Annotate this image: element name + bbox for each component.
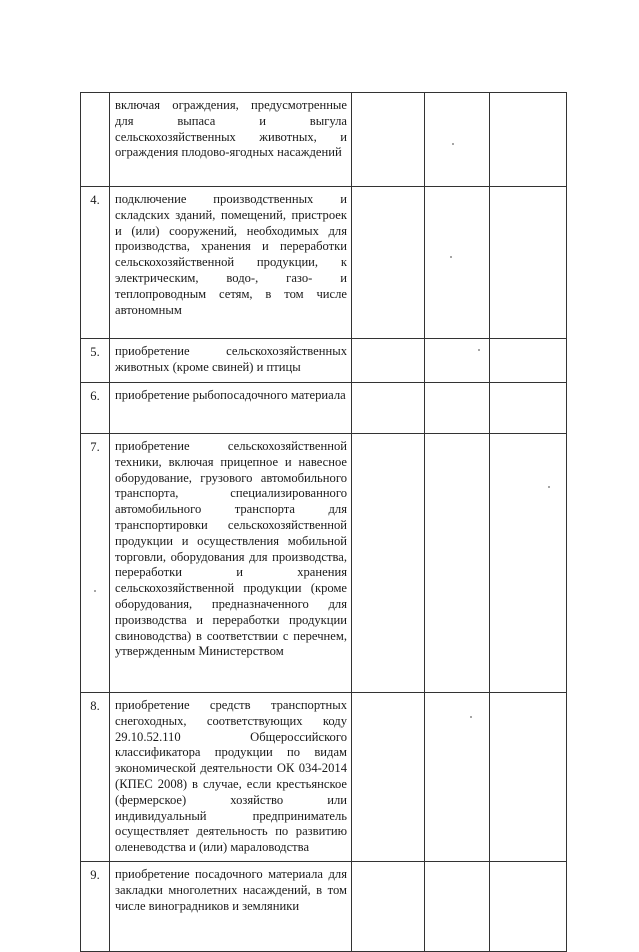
row-number <box>81 93 110 187</box>
empty-cell <box>425 693 490 862</box>
row-number: 9. <box>81 862 110 952</box>
empty-cell <box>352 339 425 383</box>
empty-cell <box>490 693 567 862</box>
empty-cell <box>490 93 567 187</box>
row-number: 8. <box>81 693 110 862</box>
empty-cell <box>490 187 567 339</box>
empty-cell <box>425 434 490 693</box>
empty-cell <box>352 187 425 339</box>
scan-speck <box>450 256 452 258</box>
empty-cell <box>490 339 567 383</box>
row-description: приобретение сельскохозяйственных животных (кроме свиней) и птицы <box>110 339 352 383</box>
row-description: приобретение посадочного материала для закладки многолетних насаждений, в том числе виноградников и земляники <box>110 862 352 952</box>
table-row <box>81 383 567 434</box>
empty-cell <box>352 434 425 693</box>
empty-cell <box>490 434 567 693</box>
row-number: 4. <box>81 187 110 339</box>
scan-speck <box>478 349 480 351</box>
row-number: 5. <box>81 339 110 383</box>
empty-cell <box>425 187 490 339</box>
scan-speck <box>470 716 472 718</box>
empty-cell <box>352 383 425 434</box>
empty-cell <box>352 93 425 187</box>
empty-cell <box>425 339 490 383</box>
row-description: приобретение средств транспортных снегоходных, соответствующих коду 29.10.52.110 Общероссийского классификатора продукции по видам экономической деятельности ОК 034-2014 (КПЕС 2008) в случае, если крестьянское (фермерское) хозяйство или индивидуальный предприниматель осуществляет деятельность по развитию оленеводства и (или) мараловодства <box>110 693 352 862</box>
empty-cell <box>425 862 490 952</box>
row-description: подключение производственных и складских зданий, помещений, пристроек и (или) сооружений, необходимых для производства, хранения и переработки сельскохозяйственной продукции, к электрическим, водо-, газо- и теплопроводным сетям, в том числе автономным <box>110 187 352 339</box>
table-row <box>81 693 567 862</box>
empty-cell <box>352 862 425 952</box>
table-row <box>81 187 567 339</box>
expense-table <box>80 92 567 952</box>
row-description: приобретение сельскохозяйственной техники, включая прицепное и навесное оборудование, грузового автомобильного транспорта, специализированного автомобильного транспорта для транспортировки сельскохозяйственной продукции и осуществления мобильной торговли, оборудования для производства, переработки и хранения сельскохозяйственной продукции (кроме оборудования, предназначенного для производства и переработки продукции свиноводства) в соответствии с перечнем, утвержденным Министерством <box>110 434 352 693</box>
row-number: 7. <box>81 434 110 693</box>
empty-cell <box>425 383 490 434</box>
table-row <box>81 339 567 383</box>
table-row <box>81 434 567 693</box>
row-description: приобретение рыбопосадочного материала <box>110 383 352 434</box>
empty-cell <box>490 862 567 952</box>
empty-cell <box>490 383 567 434</box>
table-row <box>81 93 567 187</box>
scan-speck <box>452 143 454 145</box>
empty-cell <box>352 693 425 862</box>
empty-cell <box>425 93 490 187</box>
row-number: 6. <box>81 383 110 434</box>
scan-speck <box>548 486 550 488</box>
table-row <box>81 862 567 952</box>
scan-speck <box>94 590 96 592</box>
row-description: включая ограждения, предусмотренные для выпаса и выгула сельскохозяйственных животных, и ограждения плодово-ягодных насаждений <box>110 93 352 187</box>
